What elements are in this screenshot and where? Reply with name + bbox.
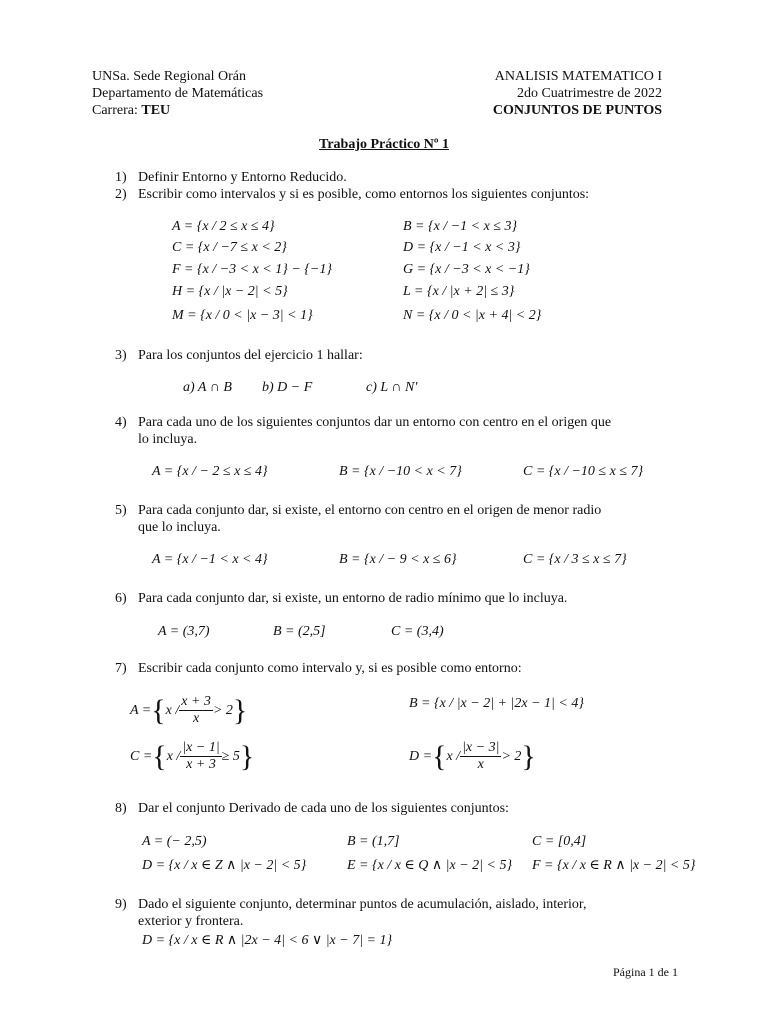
exercise-6-set-A: A = (3,7) — [158, 624, 210, 639]
exercise-3-item-c: c) L ∩ N′ — [366, 380, 418, 395]
exercise-9-text-line2: exterior y frontera. — [138, 914, 244, 929]
fraction: $\frac{x + 3}{x}$ — [181, 694, 211, 726]
semester: 2do Cuatrimestre de 2022 — [516, 86, 662, 101]
fraction: $\frac{|x - 3|}{x}$ — [462, 740, 500, 772]
set-F: F = {x / −3 < x < 1} − {−1} — [172, 262, 332, 277]
exercise-4-set-B: B = {x / −10 < x < 7} — [339, 464, 462, 479]
exercise-9-number: 9) — [115, 897, 127, 912]
exercise-7-number: 7) — [115, 661, 127, 676]
left-brace: { — [432, 739, 447, 773]
exercise-8-set-B: B = (1,7] — [347, 834, 400, 849]
exercise-8-set-C: C = [0,4] — [532, 834, 587, 849]
left-brace: { — [152, 739, 167, 773]
exercise-8-number: 8) — [115, 801, 127, 816]
set-A: A = {x / 2 ≤ x ≤ 4} — [172, 219, 275, 234]
set-G: G = {x / −3 < x < −1} — [403, 262, 530, 277]
set-D: D = {x / −1 < x < 3} — [403, 240, 521, 255]
exercise-5-number: 5) — [115, 503, 127, 518]
set-N: N = {x / 0 < |x + 4| < 2} — [403, 308, 542, 323]
exercise-1-number: 1) — [115, 170, 127, 185]
right-brace: } — [239, 739, 255, 773]
exercise-7-text: Escribir cada conjunto como intervalo y, si es posible como entorno: — [138, 661, 522, 676]
department-name: Departamento de Matemáticas — [92, 86, 264, 101]
exercise-5-text-line1: Para cada conjunto dar, si existe, el entorno con centro en el origen de menor radio — [138, 503, 602, 518]
exercise-9-text-line1: Dado el siguiente conjunto, determinar puntos de acumulación, aislado, interior, — [138, 897, 587, 912]
career-value: TEU — [141, 103, 171, 118]
exercise-1-text: Definir Entorno y Entorno Reducido. — [138, 170, 347, 185]
page-number: Página 1 de 1 — [613, 965, 678, 979]
left-brace: { — [151, 693, 166, 727]
exercise-6-text: Para cada conjunto dar, si existe, un entorno de radio mínimo que lo incluya. — [138, 591, 568, 606]
exercise-6-set-C: C = (3,4) — [391, 624, 444, 639]
exercise-7-set-C: C = { x / $\frac{|x - 1|}{x + 3}$ ≥ 5 } — [130, 739, 255, 773]
topic: CONJUNTOS DE PUNTOS — [492, 103, 662, 118]
right-brace: } — [521, 739, 536, 773]
exercise-7-set-D: D = { x / $\frac{|x - 3|}{x}$ > 2 } — [409, 739, 536, 773]
fraction: $\frac{|x - 1|}{x + 3}$ — [182, 740, 220, 772]
exercise-3-item-b: b) D − F — [262, 380, 313, 395]
course-name: ANALISIS MATEMATICO I — [494, 69, 662, 84]
set-L: L = {x / |x + 2| ≤ 3} — [403, 284, 515, 299]
page-title: Trabajo Práctico Nº 1 — [319, 137, 449, 152]
exercise-5-set-A: A = {x / −1 < x < 4} — [152, 552, 268, 567]
exercise-8-set-E: E = {x / x ∈ Q ∧ |x − 2| < 5} — [347, 858, 513, 873]
set-C: C = {x / −7 ≤ x < 2} — [172, 240, 287, 255]
exercise-8-set-D: D = {x / x ∈ Z ∧ |x − 2| < 5} — [142, 858, 307, 873]
institution-name: UNSa. Sede Regional Orán — [92, 69, 246, 84]
set-B: B = {x / −1 < x ≤ 3} — [403, 219, 518, 234]
exercise-5-set-C: C = {x / 3 ≤ x ≤ 7} — [523, 552, 627, 567]
exercise-5-set-B: B = {x / − 9 < x ≤ 6} — [339, 552, 457, 567]
exercise-7-set-B: B = {x / |x − 2| + |2x − 1| < 4} — [409, 696, 584, 711]
exercise-4-number: 4) — [115, 415, 127, 430]
career-label: Carrera: — [92, 103, 138, 118]
exercise-4-set-C: C = {x / −10 ≤ x ≤ 7} — [523, 464, 644, 479]
set-H: H = {x / |x − 2| < 5} — [172, 284, 288, 299]
exercise-8-text: Dar el conjunto Derivado de cada uno de los siguientes conjuntos: — [138, 801, 509, 816]
exercise-5-text-line2: que lo incluya. — [138, 520, 221, 535]
exercise-3-number: 3) — [115, 348, 127, 363]
exercise-6-set-B: B = (2,5] — [273, 624, 326, 639]
right-brace: } — [232, 693, 248, 727]
exercise-2-number: 2) — [115, 187, 127, 202]
set-M: M = {x / 0 < |x − 3| < 1} — [172, 308, 313, 323]
exercise-8-set-F: F = {x / x ∈ R ∧ |x − 2| < 5} — [532, 858, 696, 873]
career-line — [92, 102, 170, 119]
exercise-7-set-A: A = { x / $\frac{x + 3}{x}$ > 2 } — [130, 693, 248, 727]
exercise-3-item-a: a) A ∩ B — [183, 380, 232, 395]
exercise-4-set-A: A = {x / − 2 ≤ x ≤ 4} — [152, 464, 268, 479]
exercise-4-text-line1: Para cada uno de los siguientes conjuntos dar un entorno con centro en el origen que — [138, 415, 612, 430]
exercise-3-text: Para los conjuntos del ejercicio 1 hallar: — [138, 348, 363, 363]
exercise-6-number: 6) — [115, 591, 127, 606]
exercise-9-set-D: D = {x / x ∈ R ∧ |2x − 4| < 6 ∨ |x − 7| = 1} — [142, 933, 393, 948]
exercise-8-set-A: A = (− 2,5) — [142, 834, 207, 849]
exercise-4-text-line2: lo incluya. — [138, 432, 198, 447]
exercise-2-text: Escribir como intervalos y si es posible, como entornos los siguientes conjuntos: — [138, 187, 590, 202]
